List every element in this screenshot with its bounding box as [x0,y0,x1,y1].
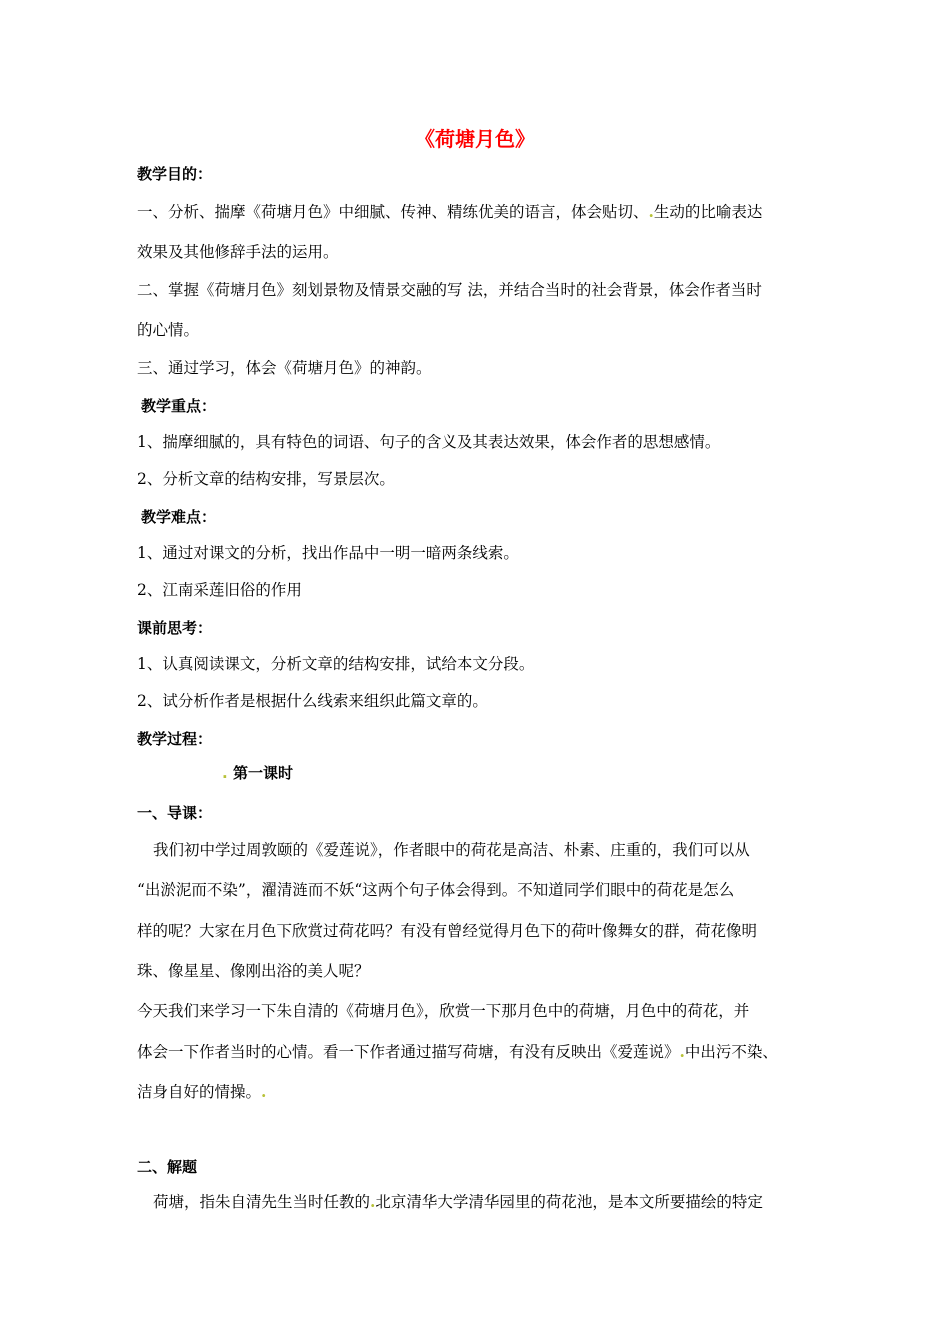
goals-line-1-text: 一、分析、揣摩《荷塘月色》中细腻、传神、精练优美的语言，体会贴切、 [137,203,649,221]
lesson-one-label [222,763,293,783]
intro-line-1: 我们初中学过周敦颐的《爱莲说》，作者眼中的荷花是高洁、朴素、庄重的，我们可以从 [153,841,750,859]
intro-line-6 [137,1042,778,1062]
intro-line-6-tail: 中出污不染、 [684,1043,778,1061]
preview-line-2: 2、试分析作者是根据什么线索来组织此篇文章的。 [137,692,488,710]
mark-dot: . [370,1192,376,1211]
key-points-heading: 教学重点： [141,397,217,415]
intro-line-7 [137,1082,266,1102]
key-points-line-2: 2、分析文章的结构安排，写景层次。 [137,470,395,488]
document-title: 《荷塘月色》 [415,127,535,151]
goals-line-4: 的心情。 [137,321,200,339]
intro-heading: 一、导课： [137,804,213,822]
explain-line-1-tail: 北京清华大学清华园里的荷花池，是本文所要描绘的特定 [375,1193,763,1211]
explain-line-1-text: 荷塘，指朱自清先生当时任教的 [153,1193,371,1211]
difficulties-heading: 教学难点： [141,508,217,526]
goals-heading: 教学目的： [137,165,213,183]
intro-line-3: 样的呢？大家在月色下欣赏过荷花吗？有没有曾经觉得月色下的荷叶像舞女的群，荷花像明 [137,922,758,940]
difficulties-line-1: 1、通过对课文的分析，找出作品中一明一暗两条线索。 [137,544,519,562]
preview-heading: 课前思考： [137,619,213,637]
goals-line-5: 三、通过学习，体会《荷塘月色》的神韵。 [137,359,432,377]
explain-line-1 [153,1192,763,1212]
intro-line-6-text: 体会一下作者当时的心情。看一下作者通过描写荷塘，有没有反映出《爱莲说》 [137,1043,680,1061]
mark-dot: . [648,202,654,221]
intro-line-5: 今天我们来学习一下朱自清的《荷塘月色》，欣赏一下那月色中的荷塘，月色中的荷花，并 [137,1002,750,1020]
mark-dot: . [261,1082,267,1101]
intro-line-2: “出淤泥而不染”，濯清涟而不妖“这两个句子体会得到。不知道同学们眼中的荷花是怎么 [137,881,735,899]
difficulties-line-2: 2、江南采莲旧俗的作用 [137,581,302,599]
goals-line-2: 效果及其他修辞手法的运用。 [137,243,339,261]
goals-line-3: 二、掌握《荷塘月色》刻划景物及情景交融的写 法，并结合当时的社会背景，体会作者当时 [137,281,762,299]
goals-line-1 [137,202,762,222]
goals-line-1-tail: 生动的比喻表达 [653,203,763,221]
explain-heading: 二、解题 [137,1158,198,1176]
mark-dot: . [222,764,228,782]
lesson-one-text: 第一课时 [232,764,293,782]
intro-line-4: 珠、像星星、像刚出浴的美人呢？ [137,962,370,980]
mark-dot: . [679,1042,685,1061]
intro-line-7-text: 洁身自好的情操。 [137,1083,262,1101]
preview-line-1: 1、认真阅读课文，分析文章的结构安排，试给本文分段。 [137,655,535,673]
process-heading: 教学过程： [137,730,213,748]
key-points-line-1: 1、揣摩细腻的，具有特色的词语、句子的含义及其表达效果，体会作者的思想感情。 [137,433,721,451]
